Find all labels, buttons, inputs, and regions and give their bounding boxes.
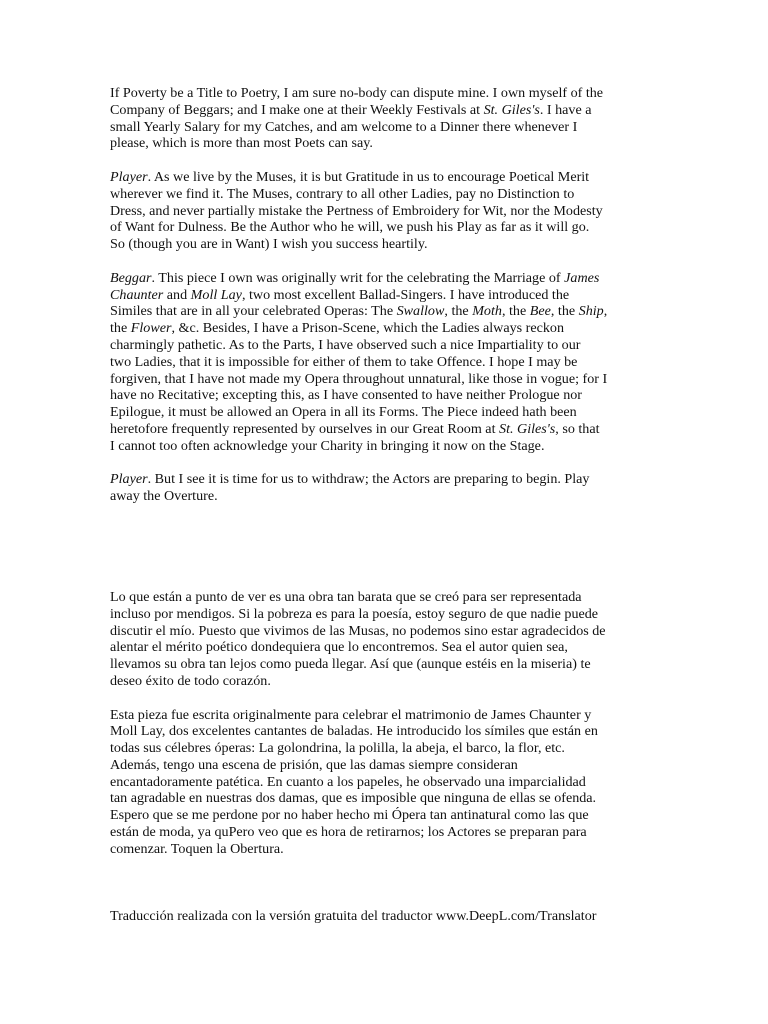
- text-line: Chaunter and Moll Lay, two most excellent Ballad-Singers. I have introduced the: [110, 286, 570, 303]
- english-paragraph-2: [110, 169, 660, 253]
- text-line: Esta pieza fue escrita originalmente para celebrar el matrimonio de James Chaunter y: [110, 706, 592, 723]
- text-line: encantadoramente patética. En cuanto a los papeles, he observado una imparcialidad: [110, 773, 586, 790]
- text-line: the Flower, &c. Besides, I have a Prison-Scene, which the Ladies always reckon: [110, 320, 565, 337]
- text-line: alentar el mérito poético dondequiera que lo encontremos. Sea el autor quien sea,: [110, 639, 568, 656]
- text-line: Epilogue, it must be allowed an Opera in all its Forms. The Piece indeed hath been: [110, 404, 577, 421]
- translation-footer: [110, 908, 660, 925]
- text-line: incluso por mendigos. Si la pobreza es para la poesía, estoy seguro de que nadie puede: [110, 605, 599, 622]
- text-line: two Ladies, that it is impossible for either of them to take Offence. I hope I may be: [110, 353, 578, 370]
- text-line: comenzar. Toquen la Obertura.: [110, 840, 284, 857]
- text-line: están de moda, ya quPero veo que es hora de retirarnos; los Actores se preparan para: [110, 824, 587, 841]
- text-line: discutir el mío. Puesto que vivimos de las Musas, no podemos sino estar agradecidos de: [110, 622, 606, 639]
- text-line: wherever we find it. The Muses, contrary to all other Ladies, pay no Distinction to: [110, 185, 575, 202]
- text-line: Espero que se me perdone por no haber hecho mi Ópera tan antinatural como las que: [110, 807, 589, 824]
- text-line: please, which is more than most Poets can say.: [110, 135, 373, 152]
- text-line: away the Overture.: [110, 488, 218, 505]
- text-line: Además, tengo una escena de prisión, que las damas siempre consideran: [110, 756, 518, 773]
- text-line: If Poverty be a Title to Poetry, I am sure no-body can dispute mine. I own myself of the: [110, 85, 604, 101]
- text-line: Beggar. This piece I own was originally writ for the celebrating the Marriage of James: [110, 269, 600, 286]
- text-line: So (though you are in Want) I wish you success heartily.: [110, 236, 428, 253]
- text-line: Company of Beggars; and I make one at their Weekly Festivals at St. Giles's. I have a: [110, 101, 592, 118]
- text-line: Player. But I see it is time for us to withdraw; the Actors are preparing to begin. Play: [110, 471, 590, 488]
- text-line: Moll Lay, dos excelentes cantantes de baladas. He introducido los símiles que están en: [110, 723, 598, 740]
- english-paragraph-4: [110, 471, 660, 505]
- text-line: Similes that are in all your celebrated Operas: The Swallow, the Moth, the Bee, the Ship,: [110, 303, 608, 320]
- text-line: tan agradable en nuestras dos damas, que es imposible que ninguna de ellas se ofenda.: [110, 790, 597, 807]
- text-line: have no Recitative; excepting this, as I have consented to have neither Prologue nor: [110, 387, 582, 404]
- text-line: todas sus célebres óperas: La golondrina, la polilla, la abeja, el barco, la flor, etc.: [110, 740, 565, 757]
- english-paragraph-1: [110, 85, 660, 152]
- text-line: of Want for Dulness. Be the Author who he will, we push his Play as far as it will go.: [110, 219, 590, 236]
- text-line: small Yearly Salary for my Catches, and am welcome to a Dinner there whenever I: [110, 118, 578, 135]
- text-line: deseo éxito de todo corazón.: [110, 672, 271, 689]
- text-line: forgiven, that I have not made my Opera throughout unnatural, like those in vogue; for I: [110, 370, 608, 387]
- text-line: charmingly pathetic. As to the Parts, I have observed such a nice Impartiality to our: [110, 336, 581, 353]
- text-line: llevamos su obra tan lejos como pueda llegar. Así que (aunque estéis en la miseria) te: [110, 656, 591, 673]
- text-line: heretofore frequently represented by ourselves in our Great Room at St. Giles's, so that: [110, 420, 600, 437]
- text-line: I cannot too often acknowledge your Charity in bringing it now on the Stage.: [110, 437, 545, 454]
- spanish-paragraph-2: [110, 707, 660, 858]
- document-page: [110, 85, 660, 924]
- text-line: Lo que están a punto de ver es una obra tan barata que se creó para ser representada: [110, 588, 582, 605]
- english-paragraph-3: [110, 270, 660, 455]
- text-line: Dress, and never partially mistake the Pertness of Embroidery for Wit, nor the Modesty: [110, 202, 603, 219]
- text-line: Player. As we live by the Muses, it is but Gratitude in us to encourage Poetical Merit: [110, 168, 590, 185]
- spanish-paragraph-1: [110, 589, 660, 690]
- footer-text: Traducción realizada con la versión gratuita del traductor www.DeepL.com/Translator: [110, 907, 597, 924]
